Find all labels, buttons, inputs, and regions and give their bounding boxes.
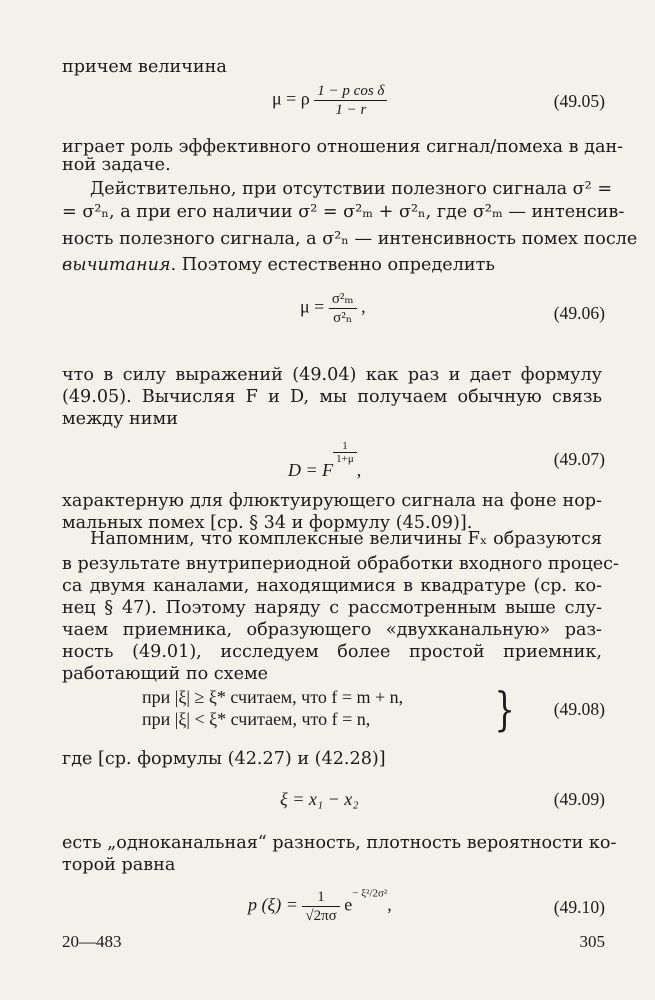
text-line: = σ²ₙ, а при его наличии σ² = σ²ₘ + σ²ₙ, где σ²ₘ — интенсив- [62, 202, 625, 222]
text-line: где [ср. формулы (42.27) и (42.28)] [62, 749, 386, 769]
fraction [314, 82, 387, 119]
text-line: ность полезного сигнала, а σ²ₙ — интенсивность помех после [62, 229, 638, 249]
text-line: торой равна [62, 855, 176, 875]
exponent-numerator: 1 [333, 440, 357, 453]
equation-49-08-line1: при |ξ| ≥ ξ* считаем, что f = m + n, [142, 687, 404, 707]
equation-number: (49.09) [553, 789, 605, 809]
equation-lhs: μ = [300, 296, 325, 317]
text-line: играет роль эффективного отношения сигнал/помеха в дан- [62, 137, 624, 157]
fraction-denominator: σ²ₙ [333, 310, 353, 326]
signature-mark: 20—483 [62, 932, 122, 951]
text-line: са двумя каналами, находящимися в квадратуре (ср. ко- [62, 576, 602, 596]
text-line: ной задаче. [62, 155, 171, 175]
fraction-numerator: 1 − p cos δ [314, 82, 387, 101]
equation-number: (49.07) [553, 449, 605, 469]
fraction-numerator: 1 [302, 888, 339, 907]
exponential-e: e [344, 894, 353, 915]
fraction-denominator: √2πσ [305, 908, 337, 924]
text-line: нец § 47). Поэтому наряду с рассмотренным выше слу- [62, 598, 602, 618]
equation-lhs: p (ξ) = [248, 894, 298, 915]
text-line: причем величина [62, 57, 227, 77]
text-line: работающий по схеме [62, 664, 269, 684]
right-brace: } [494, 682, 515, 736]
equation-number: (49.10) [553, 897, 605, 917]
fraction-denominator: 1 − r [335, 102, 367, 118]
equation-49-08-line2: при |ξ| < ξ* считаем, что f = n, [142, 709, 371, 729]
exponent-fraction [333, 440, 357, 465]
equation-49-06 [300, 290, 366, 327]
equation-49-05 [272, 82, 387, 119]
equation-tail: , [387, 894, 392, 915]
page-number: 305 [579, 932, 605, 951]
text-line: (49.05). Вычисляя F и D, мы получаем обычную связь [62, 387, 602, 407]
equation-49-10 [248, 888, 392, 925]
equation-number: (49.08) [553, 699, 605, 719]
equation-number: (49.06) [553, 303, 605, 323]
text-line: Действительно, при отсутствии полезного сигнала σ² = [90, 179, 613, 199]
text-line: есть „одноканальная“ разность, плотность вероятности ко- [62, 833, 617, 853]
text-line: что в силу выражений (49.04) как раз и дает формулу [62, 365, 602, 385]
text-line: чаем приемника, образующего «двухканальную» раз- [62, 620, 602, 640]
text-line: между ними [62, 409, 178, 429]
equation-tail: , [356, 460, 362, 480]
equation-body: D = F [288, 460, 334, 480]
exponent-denominator: 1+μ [336, 453, 354, 465]
equation-49-09: ξ = x₁ − x₂ [280, 789, 359, 809]
text-line: в результате внутрипериодной обработки входного процес- [62, 554, 619, 574]
equation-49-07 [288, 440, 361, 481]
text-line: ность (49.01), исследуем более простой приемник, [62, 642, 602, 662]
equation-tail: , [361, 296, 366, 317]
equation-lhs: μ = ρ [272, 88, 310, 109]
text-line: характерную для флюктуирующего сигнала на фоне нор- [62, 491, 602, 511]
equation-number: (49.05) [553, 91, 605, 111]
fraction-numerator: σ²ₘ [329, 290, 357, 309]
text-line: Напомним, что комплексные величины Fₓ образуются [90, 529, 602, 549]
text-line: мальных помех [ср. § 34 и формулу (45.09)]. [62, 513, 473, 533]
exponent: − ξ²/2σ² [352, 887, 388, 900]
emphasis-text: вычитания [62, 255, 171, 275]
fraction [302, 888, 339, 925]
text-line: вычитания. Поэтому естественно определить [62, 255, 495, 275]
fraction [329, 290, 357, 327]
